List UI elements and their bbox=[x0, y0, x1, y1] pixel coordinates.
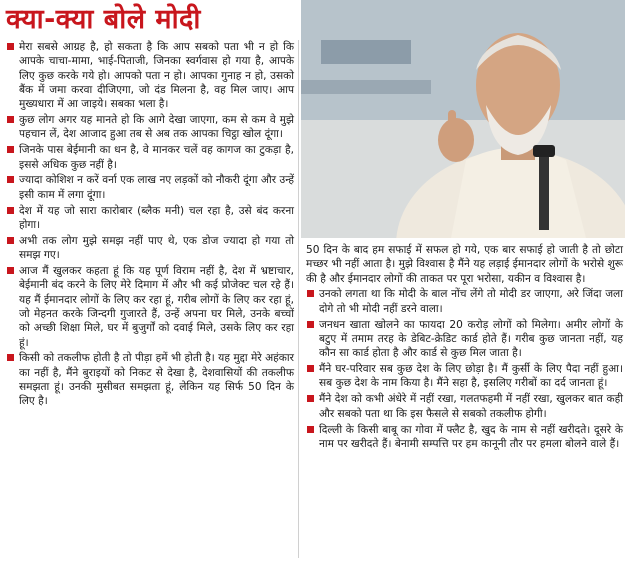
item-text: कुछ लोग अगर यह मानते हो कि आगे देखा जाएगा, कम से कम वे मुझे पहचान लें, देश आजाद हुआ तब से अब तक आपका चिट्ठा खोल दूंगा। bbox=[19, 114, 294, 141]
speaker-photo bbox=[301, 0, 625, 238]
list-item bbox=[6, 351, 294, 408]
speaker-portrait-icon bbox=[301, 0, 625, 238]
bullet-icon bbox=[7, 207, 14, 214]
item-text: किसी को तकलीफ होती है तो पीड़ा हमें भी होती है। यह मुद्दा मेरे अहंकार का नहीं है, मैंने बुराइयों को निकट से देखा है, देशवासियों की तकलीफ समझता हूं। उनकी मुसीबत समझता हूं, लेकिन यह सिर्फ 50 दिन के लिए है। bbox=[19, 352, 294, 408]
list-item bbox=[6, 173, 294, 202]
list-item bbox=[306, 362, 623, 391]
item-text: दिल्ली के किसी बाबू का गोवा में फ्लैट है, खुद के नाम से नहीं खरीदते। दूसरे के नाम पर खरीदते हैं। बेनामी सम्पत्ति पर हम कानूनी तौर पर हमला बोलने वाले हैं। bbox=[319, 423, 623, 450]
continued-paragraph: 50 दिन के बाद हम सफाई में सफल हो गये, एक बार सफाई हो जाती है तो छोटा मच्छर भी नहीं आता है। मुझे विश्वास है मैंने यह लड़ाई ईमानदार लोगों के भरोसे शुरू की है और ईमानदार लोगों की ताकत पर पूरा भरोसा, यकीन व विश्वास है। bbox=[306, 244, 623, 285]
bullet-icon bbox=[7, 267, 14, 274]
bullet-icon bbox=[307, 290, 314, 297]
list-item bbox=[306, 318, 623, 361]
list-item bbox=[6, 234, 294, 263]
item-text: आज मैं खुलकर कहता हूं कि यह पूर्ण विराम नहीं है, देश में भ्रष्टाचार, बेईमानी बंद करने के लिए मेरे दिमाग में और भी कई प्रोजेक्ट चल रहे हैं। यह मैं ईमानदार लोगों के लिए कर रहा हूं, गरीब लोगों के लिए कर रहा हूं, जो मेहनत करके जिन्दगी गुजारते हैं, उन्हें अपना घर मिले, उनके बच्चों को अच्छी शिक्षा मिले, घर में बुजुर्गों को दवाई मिले, उसके लिए कर रहा हूं। bbox=[19, 265, 294, 349]
item-text: ज्यादा कोशिश न करें वर्ना एक लाख नए लड़कों को नौकरी दूंगा और उन्हें इसी काम में लगा दूंगा। bbox=[19, 174, 294, 201]
item-text: देश में यह जो सारा कारोबार (ब्लैक मनी) चल रहा है, उसे बंद करना होगा। bbox=[19, 204, 294, 231]
item-text: जिनके पास बेईमानी का धन है, वे मानकर चलें वह कागज का टुकड़ा है, इससे अधिक कुछ नहीं है। bbox=[19, 144, 294, 171]
list-item bbox=[6, 264, 294, 350]
item-text: मैंने घर-परिवार सब कुछ देश के लिए छोड़ा है। मैं कुर्सी के लिए पैदा नहीं हुआ। सब कुछ देश के नाम किया है। मैंने सहा है, इसलिए गरीबों का दर्द जानता हूं। bbox=[319, 363, 623, 390]
column-divider bbox=[298, 40, 299, 558]
item-text: जनधन खाता खोलने का फायदा 20 करोड़ लोगों को मिलेगा। अमीर लोगों के बटुए में तमाम तरह के डेबिट-क्रेडिट कार्ड होते हैं। गरीब कुछ जानता नहीं, यह कौन सा कार्ड होता है और कार्ड से कुछ मिल जाता है। bbox=[319, 318, 623, 360]
bullet-icon bbox=[7, 146, 14, 153]
list-item bbox=[306, 423, 623, 452]
list-item bbox=[6, 113, 294, 142]
bullet-icon bbox=[307, 365, 314, 372]
list-item bbox=[6, 204, 294, 233]
list-item bbox=[6, 143, 294, 172]
bullet-icon bbox=[307, 321, 314, 328]
item-text: मैंने देश को कभी अंधेरे में नहीं रखा, गलतफहमी में नहीं रखा, खुलकर बात कही और सबको पता था कि इस फैसले से सबको तकलीफ होगी। bbox=[319, 393, 623, 420]
bullet-icon bbox=[307, 395, 314, 402]
list-item bbox=[306, 392, 623, 421]
bullet-icon bbox=[7, 176, 14, 183]
list-item bbox=[6, 40, 294, 111]
right-column bbox=[306, 243, 623, 453]
bullet-icon bbox=[307, 426, 314, 433]
item-text: उनको लगता था कि मोदी के बाल नोंच लेंगे तो मोदी डर जाएगा, अरे जिंदा जला दोगे तो भी मोदी नहीं डरने वाला। bbox=[319, 288, 623, 315]
headline: क्या-क्या बोले मोदी bbox=[6, 4, 201, 35]
list-item bbox=[306, 287, 623, 316]
bullet-icon bbox=[7, 43, 14, 50]
left-column bbox=[6, 40, 294, 410]
bullet-icon bbox=[7, 116, 14, 123]
item-text: अभी तक लोग मुझे समझ नहीं पाए थे, एक डोज ज्यादा हो गया तो समझ गए। bbox=[19, 234, 294, 262]
bullet-icon bbox=[7, 354, 14, 361]
item-text: मेरा सबसे आग्रह है, हो सकता है कि आप सबको पता भी न हो कि आपके चाचा-मामा, भाई-पिताजी, जिनका स्वर्गवास हो गया है, आपके लिए कुछ करके गये हो। आपको पता न हो। आपका गुनाह न हो, उसको बैंक में जमा करवा दीजिएगा, जो दंड मिलना है, वह मिल जाए। आप मुख्यधारा में आ जाइये। सबका भला है। bbox=[19, 41, 294, 111]
bullet-icon bbox=[7, 237, 14, 244]
